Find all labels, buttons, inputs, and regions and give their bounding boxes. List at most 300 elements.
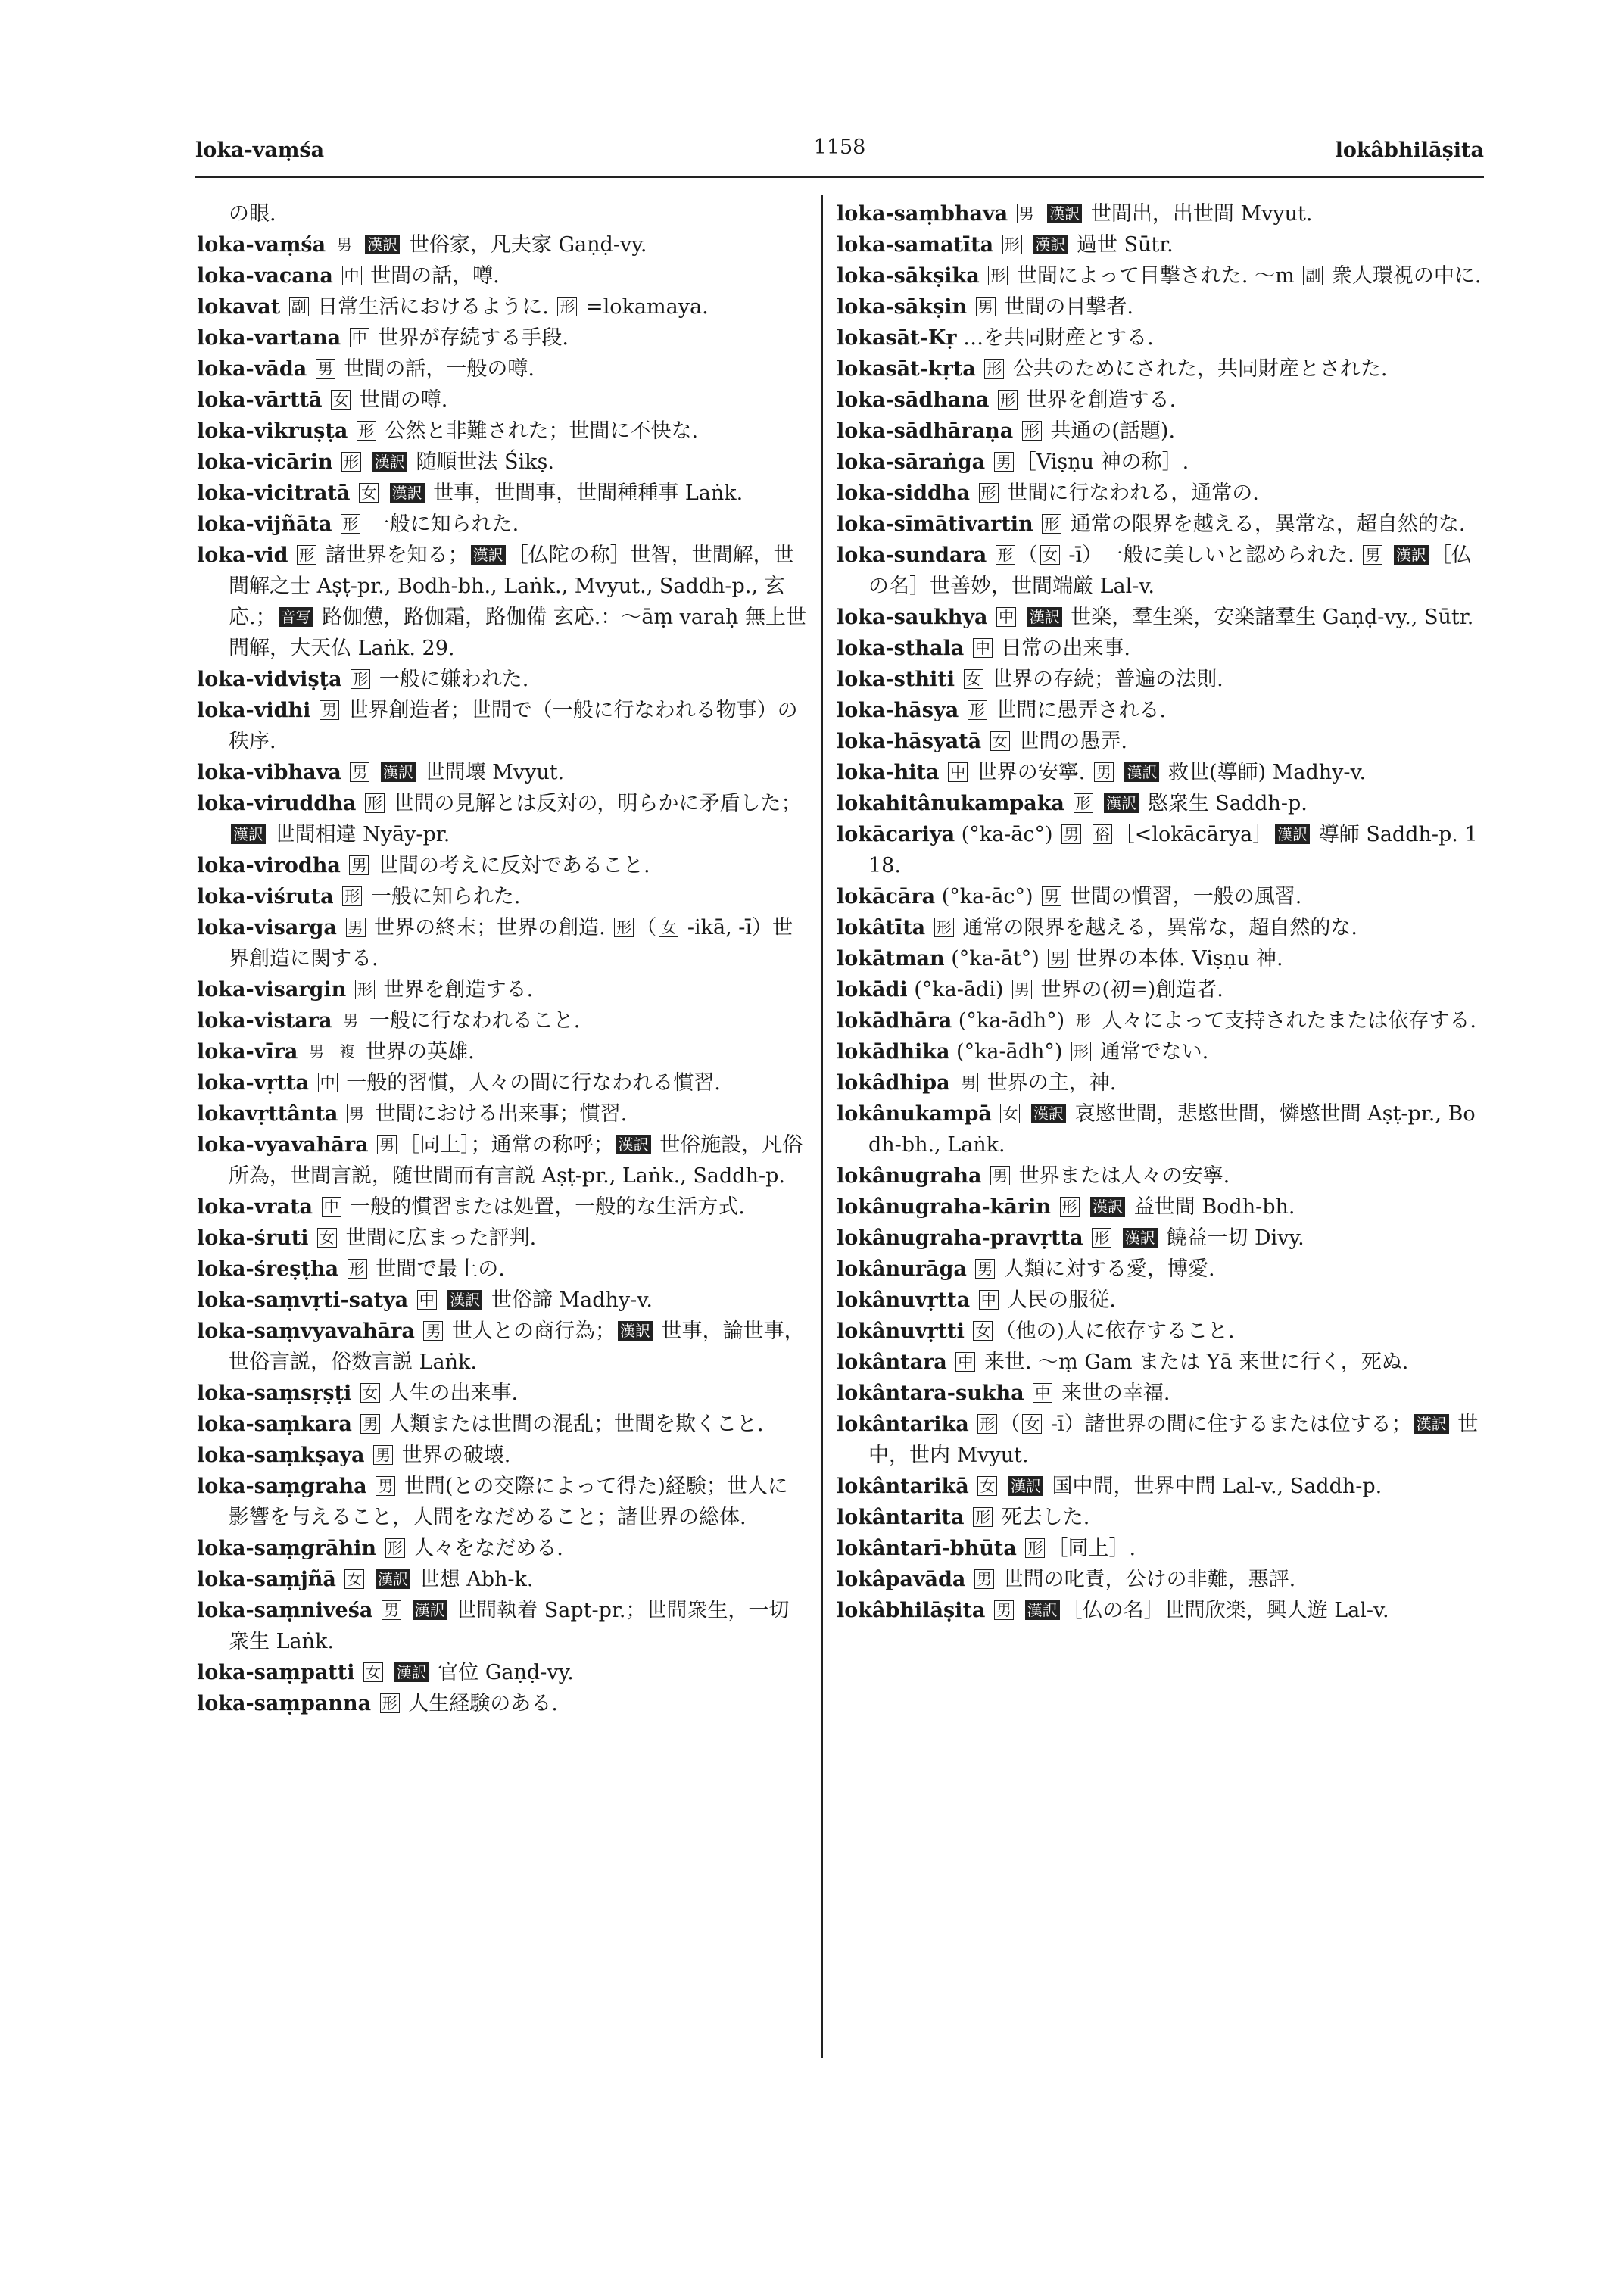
dictionary-entry <box>837 943 1484 974</box>
entry-headword: loka-saṃpatti <box>197 1661 355 1684</box>
label-grammar-tag: 形 <box>365 793 385 813</box>
label-translation-tag: 漢訳 <box>376 1569 410 1589</box>
label-grammar-tag: 中 <box>948 762 968 782</box>
dictionary-entry <box>837 1378 1484 1409</box>
entry-definition: 女 漢訳 哀愍世間，悲愍世間，憐愍世間 Aṣṭ-pr., Bodh-bh., Laṅk. <box>868 1102 1476 1157</box>
dictionary-entry <box>837 1595 1484 1626</box>
dictionary-entry <box>197 1005 806 1036</box>
entry-definition: 男 世間の叱責，公けの非難，悪評. <box>972 1568 1295 1591</box>
dictionary-entry <box>197 540 806 664</box>
page-number: 1158 <box>813 136 866 159</box>
entry-definition: 形 漢訳 饒益一切 Divy. <box>1089 1226 1304 1250</box>
dictionary-entry <box>837 1316 1484 1347</box>
entry-headword: loka-vartana <box>197 326 341 350</box>
dictionary-entry <box>837 633 1484 664</box>
entry-definition: 男 漢訳 世間出，出世間 Mvyut. <box>1015 202 1313 226</box>
label-grammar-tag: 中 <box>973 638 993 658</box>
dictionary-entry <box>837 416 1484 447</box>
entry-headword: loka-vīra <box>197 1040 298 1064</box>
entry-definition: 男 世間の考えに反対であること. <box>347 854 650 877</box>
label-grammar-tag: 男 <box>976 297 996 316</box>
entry-headword: lokâbhilāṣita <box>837 1599 986 1622</box>
entry-definition: 女 世間に広まった評判. <box>315 1226 536 1250</box>
label-grammar-tag: 男 <box>1042 886 1061 906</box>
entry-headword: loka-visarga <box>197 916 337 939</box>
entry-headword: lokânugraha <box>837 1164 982 1188</box>
entry-headword: loka-vikruṣṭa <box>197 419 348 443</box>
entry-definition: 形 世間に行なわれる，通常の. <box>977 481 1259 505</box>
label-grammar-tag: 形 <box>984 359 1004 379</box>
dictionary-entry <box>197 1285 806 1316</box>
dictionary-entry <box>837 602 1484 633</box>
entry-definition: 形 世界を創造する. <box>353 978 533 1002</box>
label-grammar-tag: 女 <box>973 1321 993 1341</box>
entry-headword: lokântarika <box>837 1413 969 1436</box>
label-grammar-tag: 形 <box>355 980 375 999</box>
entry-headword: lokasāt-kṛta <box>837 357 976 381</box>
entry-headword: loka-sāraṅga <box>837 450 986 474</box>
dictionary-entry <box>837 881 1484 912</box>
entry-definition: 中 日常の出来事. <box>971 637 1130 660</box>
entry-definition: 男 世間における出来事；慣習. <box>344 1102 627 1126</box>
entry-definition: 男 世界または人々の安寧. <box>988 1164 1230 1188</box>
label-grammar-tag: 中 <box>955 1352 975 1372</box>
label-grammar-tag: 形 <box>1092 1228 1111 1248</box>
entry-headword: lokântarita <box>837 1506 965 1529</box>
entry-headword: loka-vijñāta <box>197 512 332 536</box>
dictionary-entry <box>837 385 1484 416</box>
dictionary-entry <box>837 354 1484 385</box>
entry-definition: 女 人生の出来事. <box>358 1382 518 1405</box>
label-grammar-tag: 形 <box>1025 1538 1045 1558</box>
entry-definition: 男 世間(との交際によって得た)経験；世人に影響を与えること，人間をなだめること；諸世界の総体. <box>229 1475 788 1529</box>
entry-headword: loka-saṃpanna <box>197 1692 372 1715</box>
dictionary-entry <box>197 447 806 478</box>
entry-headword: loka-vicārin <box>197 450 333 474</box>
entry-headword: lokātman <box>837 947 945 970</box>
label-grammar-tag: 形 <box>973 1507 993 1527</box>
dictionary-entry <box>197 1192 806 1223</box>
label-translation-tag: 漢訳 <box>1123 1228 1158 1248</box>
entry-definition: 形 世間の見解とは反対の，明らかに矛盾した；漢訳 世間相違 Nyāy-pr. <box>229 792 801 846</box>
label-grammar-tag: 女 <box>317 1228 337 1248</box>
running-header <box>195 132 1484 170</box>
entry-definition: 男 漢訳 世俗家，凡夫家 Gaṇḍ-vy. <box>332 233 647 257</box>
entry-headword: lokânugraha-kārin <box>837 1195 1051 1219</box>
label-grammar-tag: 形 <box>385 1538 405 1558</box>
label-grammar-tag: 男 <box>1061 824 1081 844</box>
dictionary-entry <box>197 1223 806 1254</box>
entry-headword: lokahitânukampaka <box>837 792 1064 815</box>
entry-definition: 男 世界の破壊. <box>371 1444 510 1467</box>
dictionary-entry <box>837 1254 1484 1285</box>
entry-headword: loka-sthiti <box>837 668 955 691</box>
entry-definition: 形 一般に知られた. <box>338 512 519 536</box>
entry-headword: lokântara <box>837 1351 947 1374</box>
entry-headword: loka-saṃjñā <box>197 1568 336 1591</box>
label-translation-tag: 漢訳 <box>413 1600 447 1620</box>
dictionary-entry <box>837 1067 1484 1098</box>
entry-headword: loka-vaṃśa <box>197 233 326 257</box>
dictionary-entry <box>837 322 1484 354</box>
entry-definition: 形 世間によって目撃された. ～m 副 衆人環視の中に. <box>986 264 1481 288</box>
label-grammar-tag: 男 <box>376 1476 395 1496</box>
entry-definition: 形 世間に愚弄される. <box>965 699 1166 722</box>
entry-headword: lokavṛttânta <box>197 1102 338 1126</box>
label-grammar-tag: 形 <box>968 700 987 720</box>
dictionary-entry <box>197 260 806 291</box>
dictionary-entry <box>837 1098 1484 1161</box>
entry-definition: 女 世間の愚弄. <box>988 730 1127 753</box>
label-translation-tag: 音写 <box>279 607 313 627</box>
label-grammar-tag: 男 <box>350 762 369 782</box>
entry-headword: loka-śreṣṭha <box>197 1257 339 1281</box>
dictionary-entry <box>837 726 1484 757</box>
label-grammar-tag: 形 <box>996 545 1015 565</box>
entry-definition: 中 世界が存続する手段. <box>348 326 569 350</box>
entry-headword: loka-sādhana <box>837 388 990 412</box>
entry-headword: lokādhika <box>837 1040 950 1064</box>
dictionary-entry <box>197 1129 806 1192</box>
entry-headword: lokavat <box>197 295 281 319</box>
dictionary-entry <box>197 1409 806 1440</box>
entry-definition: (°ka-āt°) 男 世界の本体. Viṣṇu 神. <box>951 947 1283 970</box>
label-translation-tag: 漢訳 <box>381 762 416 782</box>
dictionary-entry <box>197 354 806 385</box>
entry-definition: 中 世間の話，噂. <box>340 264 500 288</box>
entry-definition: 男 世界創造者；世間で（一般に行なわれる物事）の秩序. <box>229 699 798 753</box>
right-column <box>837 198 1484 1626</box>
dictionary-entry <box>197 912 806 974</box>
entry-headword: lokânurāga <box>837 1257 967 1281</box>
dictionary-entry <box>197 322 806 354</box>
label-grammar-tag: 男 <box>990 1166 1010 1185</box>
dictionary-entry <box>197 1564 806 1595</box>
dictionary-entry <box>837 819 1484 881</box>
label-grammar-tag: 女 <box>1022 1414 1042 1434</box>
entry-definition: 男 漢訳 世間壊 Mvyut. <box>348 761 564 784</box>
label-translation-tag: 漢訳 <box>616 1135 651 1154</box>
entry-definition: 女 漢訳 官位 Gaṇḍ-vy. <box>361 1661 574 1684</box>
label-grammar-tag: 女 <box>363 1662 383 1682</box>
entry-headword: loka-hāsya <box>837 699 959 722</box>
entry-headword: loka-vicitratā <box>197 481 351 505</box>
label-grammar-tag: 男 <box>994 1600 1014 1620</box>
label-grammar-tag: 男 <box>382 1600 401 1620</box>
entry-headword: loka-sthala <box>837 637 965 660</box>
entry-definition: 形 漢訳 益世間 Bodh-bh. <box>1058 1195 1295 1219</box>
entry-definition: (°ka-āc°) 男 世間の慣習，一般の風習. <box>941 885 1302 908</box>
dictionary-entry <box>197 974 806 1005</box>
label-translation-tag: 漢訳 <box>1025 1600 1060 1620</box>
dictionary-entry <box>197 478 806 509</box>
dictionary-entry <box>197 1657 806 1688</box>
entry-definition: 女 世間の噂. <box>329 388 447 412</box>
entry-definition: 男 ［同上］；通常の称呼； 漢訳 世俗施設，凡俗所為，世間言説，随世間而有言説 Aṣṭ-pr., Laṅk., Saddh-p. <box>229 1133 803 1188</box>
dictionary-entry <box>837 695 1484 726</box>
label-translation-tag: 漢訳 <box>618 1321 653 1341</box>
entry-headword: lokânugraha-pravṛtta <box>837 1226 1083 1250</box>
entry-headword: loka-viśruta <box>197 885 334 908</box>
header-rule <box>195 176 1484 178</box>
label-grammar-tag: 中 <box>996 607 1016 627</box>
label-grammar-tag: 女 <box>344 1569 364 1589</box>
label-grammar-tag: 複 <box>338 1042 357 1061</box>
entry-headword: lokântarikā <box>837 1475 969 1498</box>
label-grammar-tag: 男 <box>994 452 1014 472</box>
dictionary-entry <box>197 757 806 788</box>
label-grammar-tag: 副 <box>1303 266 1323 285</box>
label-grammar-tag: 男 <box>320 700 339 720</box>
entry-headword: loka-vibhava <box>197 761 341 784</box>
label-grammar-tag: 女 <box>977 1476 997 1496</box>
label-grammar-tag: 男 <box>335 235 354 254</box>
label-grammar-tag: 形 <box>348 1259 367 1279</box>
label-grammar-tag: 女 <box>360 1383 380 1403</box>
dictionary-entry <box>837 540 1484 602</box>
entry-definition: (°ka-ādh°) 形 通常でない. <box>956 1040 1209 1064</box>
entry-headword: loka-sundara <box>837 544 987 567</box>
label-grammar-tag: 形 <box>988 266 1008 285</box>
entry-definition: 男 世人との商行為； 漢訳 世事，論世事，世俗言説，俗数言説 Laṅk. <box>229 1319 805 1374</box>
entry-definition: 形 人々をなだめる. <box>383 1537 563 1560</box>
dictionary-entry <box>837 1471 1484 1502</box>
label-translation-tag: 漢訳 <box>390 483 425 503</box>
dictionary-entry <box>197 695 806 757</box>
label-grammar-tag: 形 <box>1074 1011 1093 1030</box>
entry-definition: 男 人類または世間の混乱；世間を欺くこと. <box>358 1413 763 1436</box>
dictionary-entry <box>837 1347 1484 1378</box>
dictionary-entry <box>197 1440 806 1471</box>
label-grammar-tag: 男 <box>974 1569 994 1589</box>
entry-definition: 男 漢訳 ［仏の名］世間欣楽，興人遊 Lal-v. <box>992 1599 1389 1622</box>
entry-headword: loka-virodha <box>197 854 341 877</box>
dictionary-entry <box>837 912 1484 943</box>
entry-headword: loka-vidhi <box>197 699 311 722</box>
entry-definition: 中 来世の幸福. <box>1030 1382 1170 1405</box>
entry-headword: loka-sākṣika <box>837 264 980 288</box>
label-grammar-tag: 男 <box>341 1011 360 1030</box>
entry-definition: 中 世界の安寧. 男 漢訳 救世(導師) Madhy-v. <box>946 761 1366 784</box>
entry-headword: loka-viruddha <box>197 792 357 815</box>
entry-headword: lokântarī-bhūta <box>837 1537 1017 1560</box>
label-grammar-tag: 男 <box>423 1321 443 1341</box>
entry-headword: lokâdhipa <box>837 1071 950 1095</box>
entry-definition: 男 世界の主，神. <box>956 1071 1116 1095</box>
entry-definition: 形 公然と非難された；世間に不快な. <box>354 419 698 443</box>
dictionary-entry <box>197 229 806 260</box>
entry-definition: 男 複 世界の英雄. <box>304 1040 475 1064</box>
dictionary-entry <box>837 1533 1484 1564</box>
entry-headword: loka-vāda <box>197 357 307 381</box>
label-translation-tag: 漢訳 <box>447 1290 482 1310</box>
entry-headword: loka-sīmātivartin <box>837 512 1033 536</box>
label-grammar-tag: 中 <box>350 328 369 347</box>
entry-definition: 中 来世. ～ṃ Gam または Yā 来世に行く，死ぬ. <box>953 1351 1408 1374</box>
entry-definition: 形 公共のためにされた，共同財産とされた. <box>982 357 1387 381</box>
label-grammar-tag: 中 <box>322 1197 341 1217</box>
label-grammar-tag: 形 <box>1022 421 1042 441</box>
label-grammar-tag: 女 <box>331 390 351 410</box>
label-translation-tag: 漢訳 <box>1033 235 1068 254</box>
entry-definition: 中 漢訳 世楽，羣生楽，安楽諸羣生 Gaṇḍ-vy., Sūtr. <box>994 606 1473 629</box>
dictionary-entry <box>197 1316 806 1378</box>
entry-headword: loka-hāsyatā <box>837 730 982 753</box>
header-right-guideword: lokâbhilāṣita <box>1335 139 1484 162</box>
dictionary-entry <box>197 1067 806 1098</box>
dictionary-entry <box>197 1471 806 1533</box>
label-grammar-tag: 男 <box>360 1414 380 1434</box>
dictionary-entry <box>837 260 1484 291</box>
dictionary-entry <box>837 198 1484 229</box>
entry-definition: 形 漢訳 随順世法 Śikṣ. <box>339 450 554 474</box>
label-grammar-tag: 副 <box>289 297 309 316</box>
label-grammar-tag: 形 <box>341 514 360 534</box>
label-grammar-tag: 中 <box>417 1290 437 1310</box>
dictionary-entry <box>197 1533 806 1564</box>
label-grammar-tag: 形 <box>557 297 577 316</box>
entry-definition: 女 世界の存続；普遍の法則. <box>962 668 1223 691</box>
label-translation-tag: 漢訳 <box>1104 793 1139 813</box>
label-grammar-tag: 形 <box>614 918 634 937</box>
entry-definition: 形 一般に嫌われた. <box>348 668 528 691</box>
dictionary-entry <box>197 1378 806 1409</box>
label-grammar-tag: 男 <box>1094 762 1114 782</box>
entry-definition: 形 一般に知られた. <box>340 885 520 908</box>
entry-definition: 形 ［同上］. <box>1023 1537 1136 1560</box>
entry-headword: loka-vrata <box>197 1195 313 1219</box>
label-translation-tag: 漢訳 <box>1394 545 1429 565</box>
label-grammar-tag: 男 <box>373 1445 393 1465</box>
entry-headword: loka-saṃniveśa <box>197 1599 373 1622</box>
entry-definition: 形 諸世界を知る； 漢訳 ［仏陀の称］世智，世間解，世間解之士 Aṣṭ-pr., Bodh-bh., Laṅk., Mvyut., Saddh-p., 玄応.； 音写 路伽憊，路伽霜，路伽備 玄応.：～āṃ varaḥ 無上世間解，大天仏 Laṅk. 29. <box>229 544 806 660</box>
entry-definition: 形 （ 女 -ī）諸世界の間に住するまたは位する； 漢訳 世中，世内 Mvyut. <box>868 1413 1479 1467</box>
label-translation-tag: 漢訳 <box>1414 1414 1449 1434</box>
dictionary-entry <box>837 478 1484 509</box>
header-left-guideword: loka-vaṃśa <box>195 139 325 162</box>
label-grammar-tag: 形 <box>1002 235 1022 254</box>
label-translation-tag: 漢訳 <box>394 1662 429 1682</box>
label-grammar-tag: 形 <box>342 886 362 906</box>
dictionary-entry <box>197 881 806 912</box>
dictionary-entry <box>837 447 1484 478</box>
label-grammar-tag: 男 <box>316 359 335 379</box>
entry-headword: loka-saṃbhava <box>837 202 1008 226</box>
label-grammar-tag: 中 <box>979 1290 999 1310</box>
label-grammar-tag: 女 <box>359 483 379 503</box>
entry-definition: 男 ［Viṣṇu 神の称］. <box>992 450 1189 474</box>
entry-definition: 男 人類に対する愛，博愛. <box>973 1257 1214 1281</box>
entry-headword: loka-saṃvyavahāra <box>197 1319 415 1343</box>
entry-headword: lokācāra <box>837 885 936 908</box>
dictionary-entry <box>197 788 806 850</box>
entry-definition: 形 通常の限界を越える，異常な，超自然的な. <box>932 916 1357 939</box>
label-grammar-tag: 形 <box>1042 514 1061 534</box>
entry-headword: lokācariya <box>837 823 955 846</box>
label-grammar-tag: 男 <box>1363 545 1382 565</box>
entry-headword: loka-śruti <box>197 1226 309 1250</box>
dictionary-entry <box>837 757 1484 788</box>
dictionary-entry <box>197 291 806 322</box>
entry-definition: 中 人民の服従. <box>977 1288 1116 1312</box>
label-grammar-tag: 男 <box>346 918 366 937</box>
dictionary-entry <box>837 1161 1484 1192</box>
label-grammar-tag: 女 <box>1040 545 1060 565</box>
entry-headword: loka-saṃkara <box>197 1413 352 1436</box>
entry-definition: 形 通常の限界を越える，異常な，超自然的な. <box>1040 512 1465 536</box>
label-grammar-tag: 男 <box>377 1135 397 1154</box>
entry-definition: 形 世界を創造する. <box>996 388 1176 412</box>
label-grammar-tag: 女 <box>990 731 1010 751</box>
entry-definition: 形 （ 女 -ī）一般に美しいと認められた. 男 漢訳 ［仏の名］世善妙，世間端厳 Lal-v. <box>868 544 1472 598</box>
entry-definition: 形 共通の(話題). <box>1020 419 1175 443</box>
entry-headword: loka-siddha <box>837 481 971 505</box>
dictionary-entry <box>197 1688 806 1719</box>
label-translation-tag: 漢訳 <box>231 824 266 844</box>
dictionary-entry <box>837 229 1484 260</box>
entry-definition: 女 漢訳 国中間，世界中間 Lal-v., Saddh-p. <box>975 1475 1382 1498</box>
entry-headword: loka-hita <box>837 761 940 784</box>
label-grammar-tag: 男 <box>349 855 369 875</box>
dictionary-entry <box>197 1098 806 1129</box>
label-translation-tag: 漢訳 <box>1027 607 1062 627</box>
entry-definition: 男 漢訳 世間執着 Sapt-pr.；世間衆生，一切衆生 Laṅk. <box>229 1599 790 1653</box>
entry-definition: 男 一般に行なわれること. <box>338 1009 580 1033</box>
entry-definition: 中 一般的習慣，人々の間に行なわれる慣習. <box>316 1071 721 1095</box>
entry-definition: 女 漢訳 世事，世間事，世間種種事 Laṅk. <box>357 481 743 505</box>
label-grammar-tag: 形 <box>977 1414 997 1434</box>
entry-headword: lokânukampā <box>837 1102 992 1126</box>
entry-headword: loka-vidviṣṭa <box>197 668 342 691</box>
entry-headword: lokasāt-Kṛ <box>837 326 957 350</box>
dictionary-entry <box>837 1005 1484 1036</box>
label-grammar-tag: 男 <box>1017 204 1036 223</box>
dictionary-entry <box>837 291 1484 322</box>
label-grammar-tag: 形 <box>357 421 376 441</box>
entry-headword: loka-saṃgrāhin <box>197 1537 377 1560</box>
entry-headword: loka-saukhya <box>837 606 988 629</box>
entry-headword: lokādhāra <box>837 1009 952 1033</box>
label-grammar-tag: 形 <box>1074 793 1093 813</box>
dictionary-entry <box>197 198 806 229</box>
label-grammar-tag: 形 <box>297 545 316 565</box>
label-grammar-tag: 男 <box>975 1259 995 1279</box>
label-grammar-tag: 女 <box>659 918 678 937</box>
dictionary-entry <box>837 664 1484 695</box>
entry-headword: loka-samatīta <box>837 233 994 257</box>
entry-definition: 中 漢訳 世俗諦 Madhy-v. <box>415 1288 653 1312</box>
dictionary-entry <box>197 416 806 447</box>
label-grammar-tag: 女 <box>964 669 983 689</box>
entry-definition: 女 漢訳 世想 Abh-k. <box>342 1568 533 1591</box>
label-grammar-tag: 中 <box>1033 1383 1052 1403</box>
label-translation-tag: 漢訳 <box>1275 824 1310 844</box>
left-column <box>197 198 806 1719</box>
entry-headword: loka-saṃvṛti-satya <box>197 1288 409 1312</box>
column-divider <box>821 195 823 2058</box>
entry-headword: lokântara-sukha <box>837 1382 1024 1405</box>
entry-definition: 形 漢訳 過世 Sūtr. <box>1000 233 1174 257</box>
entry-headword: loka-saṃsṛṣṭi <box>197 1382 352 1405</box>
entry-headword: loka-vistara <box>197 1009 332 1033</box>
label-grammar-tag: 男 <box>347 1104 366 1123</box>
entry-definition: の眼. <box>229 202 276 226</box>
entry-headword: loka-vacana <box>197 264 333 288</box>
entry-headword: loka-saṃgraha <box>197 1475 367 1498</box>
entry-headword: loka-visargin <box>197 978 347 1002</box>
dictionary-entry <box>197 1254 806 1285</box>
label-translation-tag: 漢訳 <box>1031 1104 1066 1123</box>
